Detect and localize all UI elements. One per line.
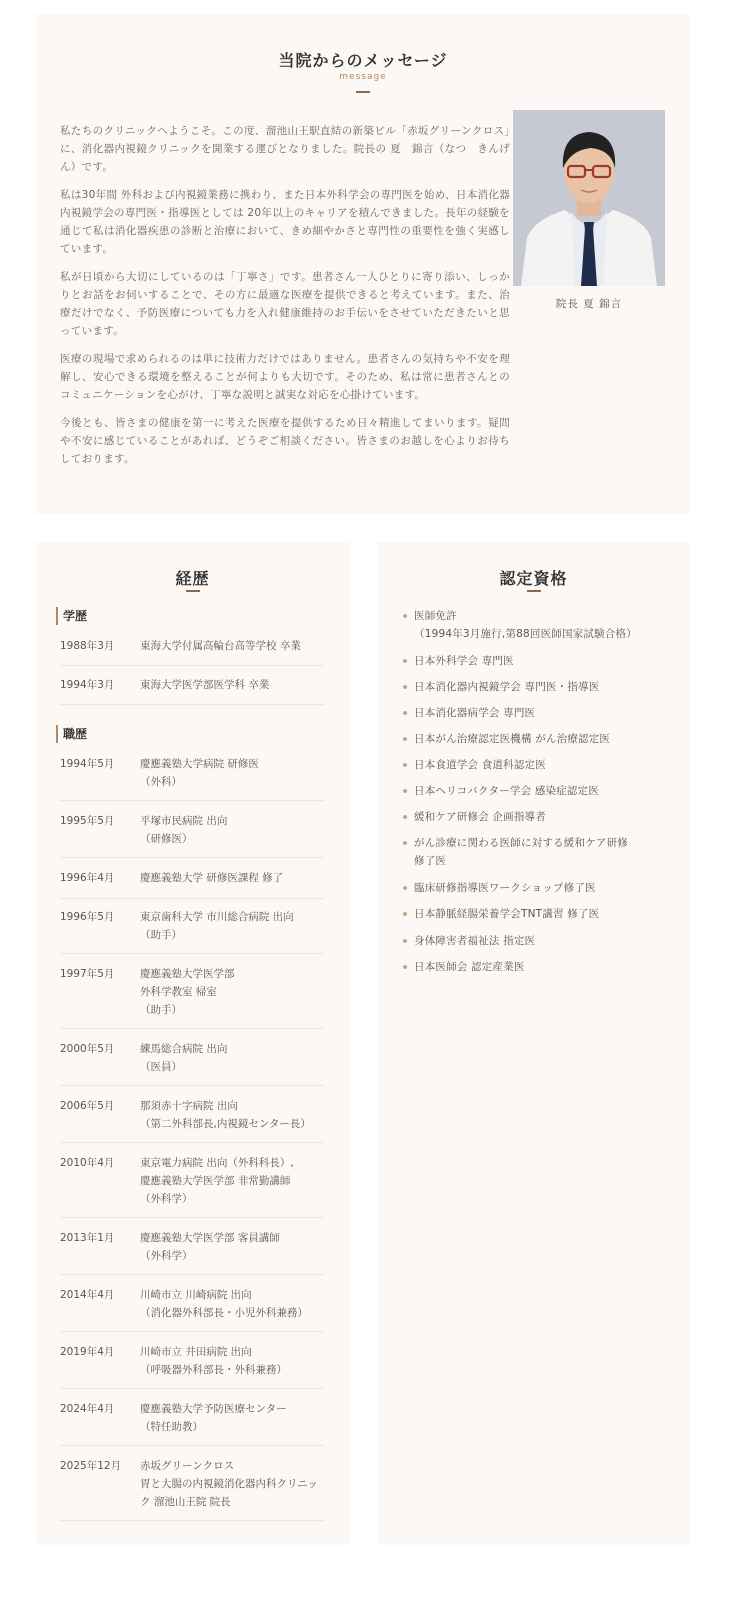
career-row	[60, 755, 324, 801]
career-row	[60, 1229, 324, 1275]
certification-item	[403, 958, 663, 976]
certification-text: 臨床研修指導医ワークショップ修了医	[414, 882, 596, 894]
bullet-dot-icon	[403, 886, 407, 890]
career-description: 赤坂グリーンクロス 胃と大腸の内視鏡消化器内科クリニック 溜池山王院 院長	[140, 1460, 318, 1508]
certification-text: がん診療に関わる医師に対する緩和ケア研修 修了医	[414, 837, 628, 867]
career-description: 慶應義塾大学 研修医課程 修了	[140, 872, 284, 884]
certification-item	[403, 905, 663, 923]
message-paragraph: 私たちのクリニックへようこそ。この度、溜池山王駅直結の新築ビル「赤坂グリーンクロス」に、消化器内視鏡クリニックを開業する運びとなりました。院長の 夏 錦言（なつ きんげん）です。	[60, 125, 510, 173]
career-row	[60, 1097, 324, 1143]
certification-item	[403, 879, 663, 897]
career-description: 東海大学付属高輪台高等学校 卒業	[140, 640, 301, 652]
certification-item	[403, 678, 663, 696]
certification-item	[403, 607, 663, 643]
career-row	[60, 1286, 324, 1332]
career-row	[60, 812, 324, 858]
career-row	[60, 908, 324, 954]
certification-item	[403, 834, 663, 870]
career-description: 平塚市民病院 出向 （研修医）	[140, 815, 228, 845]
certification-item	[403, 704, 663, 722]
career-row	[60, 1040, 324, 1086]
career-year: 1994年3月	[60, 679, 115, 691]
certification-item	[403, 652, 663, 670]
career-row	[60, 1400, 324, 1446]
certification-text: 身体障害者福祉法 指定医	[414, 935, 536, 947]
career-year: 2006年5月	[60, 1100, 115, 1112]
certification-item	[403, 756, 663, 774]
certification-text: 日本食道学会 食道科認定医	[414, 759, 546, 771]
certification-item	[403, 808, 663, 826]
certification-item	[403, 730, 663, 748]
work-heading: 職歴	[56, 725, 87, 743]
certification-item	[403, 782, 663, 800]
career-year: 1994年5月	[60, 758, 115, 770]
message-paragraph: 今後とも、皆さまの健康を第一に考えた医療を提供するため日々精進してまいります。疑問や不安に感じていることがあれば、どうぞご相談ください。皆さまのお越しを心よりお待ちしております。	[60, 417, 510, 465]
message-title: 当院からのメッセージ	[278, 51, 448, 70]
career-description: 慶應義塾大学予防医療センター （特任助教）	[140, 1403, 287, 1433]
career-section	[36, 542, 349, 1545]
certification-text: 日本ヘリコバクター学会 感染症認定医	[414, 785, 600, 797]
career-year: 2000年5月	[60, 1043, 115, 1055]
career-description: 練馬総合病院 出向 （医員）	[140, 1043, 228, 1073]
message-paragraph: 私は30年間 外科および内視鏡業務に携わり、また日本外科学会の専門医を始め、日本消化器内視鏡学会の専門医・指導医としては 20年以上のキャリアを積んできました。長年の経験を通じて私は消化器疾患の診断と治療において、きめ細やかさと専門性の重要性を強く実感しています。	[60, 189, 510, 255]
career-row	[60, 1457, 324, 1521]
career-year: 2024年4月	[60, 1403, 115, 1415]
career-description: 東京歯科大学 市川総合病院 出向 （助手）	[140, 911, 294, 941]
bullet-dot-icon	[403, 815, 407, 819]
career-row	[60, 965, 324, 1029]
certification-text: 日本消化器病学会 専門医	[414, 707, 536, 719]
certification-text: 日本がん治療認定医機構 がん治療認定医	[414, 733, 611, 745]
career-description: 慶應義塾大学医学部 客員講師 （外科学）	[140, 1232, 280, 1262]
education-heading: 学歴	[56, 607, 87, 625]
career-description: 慶應義塾大学病院 研修医 （外科）	[140, 758, 259, 788]
career-year: 2019年4月	[60, 1346, 115, 1358]
certification-text: 緩和ケア研修会 企画指導者	[414, 811, 546, 823]
message-section	[36, 14, 690, 514]
bullet-dot-icon	[403, 711, 407, 715]
message-paragraph: 医療の現場で求められるのは単に技術力だけではありません。患者さんの気持ちや不安を理解し、安心できる環境を整えることが何よりも大切です。そのため、私は常に患者さんとのコミュニケーションを心がけ、丁寧な説明と誠実な対応を心掛けています。	[60, 353, 510, 401]
career-year: 1995年5月	[60, 815, 115, 827]
career-row	[60, 1154, 324, 1218]
bullet-dot-icon	[403, 965, 407, 969]
career-year: 2025年12月	[60, 1460, 122, 1472]
message-paragraph: 私が日頃から大切にしているのは「丁寧さ」です。患者さん一人ひとりに寄り添い、しっかりとお話をお伺いすることで、その方に最適な医療を提供できると考えています。また、治療だけでなく、予防医療についても力を入れ健康維持のお手伝いをさせていただきたいと思っています。	[60, 271, 510, 337]
career-year: 1997年5月	[60, 968, 115, 980]
title-underline	[186, 590, 200, 592]
certification-text: 医師免許 （1994年3月施行,第88回医師国家試験合格）	[414, 610, 637, 640]
career-row	[60, 637, 324, 666]
career-year: 1996年4月	[60, 872, 115, 884]
bullet-dot-icon	[403, 789, 407, 793]
bullet-dot-icon	[403, 614, 407, 618]
career-year: 2014年4月	[60, 1289, 115, 1301]
certification-item	[403, 932, 663, 950]
certification-text: 日本外科学会 専門医	[414, 655, 514, 667]
career-year: 1988年3月	[60, 640, 115, 652]
bullet-dot-icon	[403, 659, 407, 663]
bullet-dot-icon	[403, 685, 407, 689]
title-underline	[527, 590, 541, 592]
bullet-dot-icon	[403, 939, 407, 943]
director-photo	[513, 110, 665, 286]
career-year: 1996年5月	[60, 911, 115, 923]
bullet-dot-icon	[403, 737, 407, 741]
certification-text: 日本医師会 認定産業医	[414, 961, 525, 973]
photo-caption: 院長 夏 錦言	[555, 298, 623, 310]
career-year: 2010年4月	[60, 1157, 115, 1169]
bullet-dot-icon	[403, 841, 407, 845]
certifications-section	[377, 542, 690, 1545]
career-row	[60, 676, 324, 705]
career-description: 那須赤十字病院 出向 （第二外科部長,内視鏡センター長）	[140, 1100, 311, 1130]
bullet-dot-icon	[403, 763, 407, 767]
career-description: 慶應義塾大学医学部 外科学教室 帰室 （助手）	[140, 968, 235, 1016]
career-title: 経歴	[175, 569, 210, 588]
career-description: 東海大学医学部医学科 卒業	[140, 679, 270, 691]
message-subtitle: message	[339, 72, 387, 82]
career-row	[60, 1343, 324, 1389]
certifications-title: 認定資格	[499, 569, 568, 588]
certification-text: 日本消化器内視鏡学会 専門医・指導医	[414, 681, 600, 693]
title-underline	[356, 91, 370, 93]
bullet-dot-icon	[403, 912, 407, 916]
career-description: 川崎市立 川崎病院 出向 （消化器外科部長・小児外科兼務）	[140, 1289, 308, 1319]
career-year: 2013年1月	[60, 1232, 115, 1244]
career-description: 川崎市立 井田病院 出向 （呼吸器外科部長・外科兼務）	[140, 1346, 287, 1376]
certification-text: 日本静脈経腸栄養学会TNT講習 修了医	[414, 908, 600, 920]
career-row	[60, 869, 324, 899]
career-description: 東京電力病院 出向（外科科長）, 慶應義塾大学医学部 非常勤講師 （外科学）	[140, 1157, 294, 1205]
message-body	[60, 122, 510, 478]
